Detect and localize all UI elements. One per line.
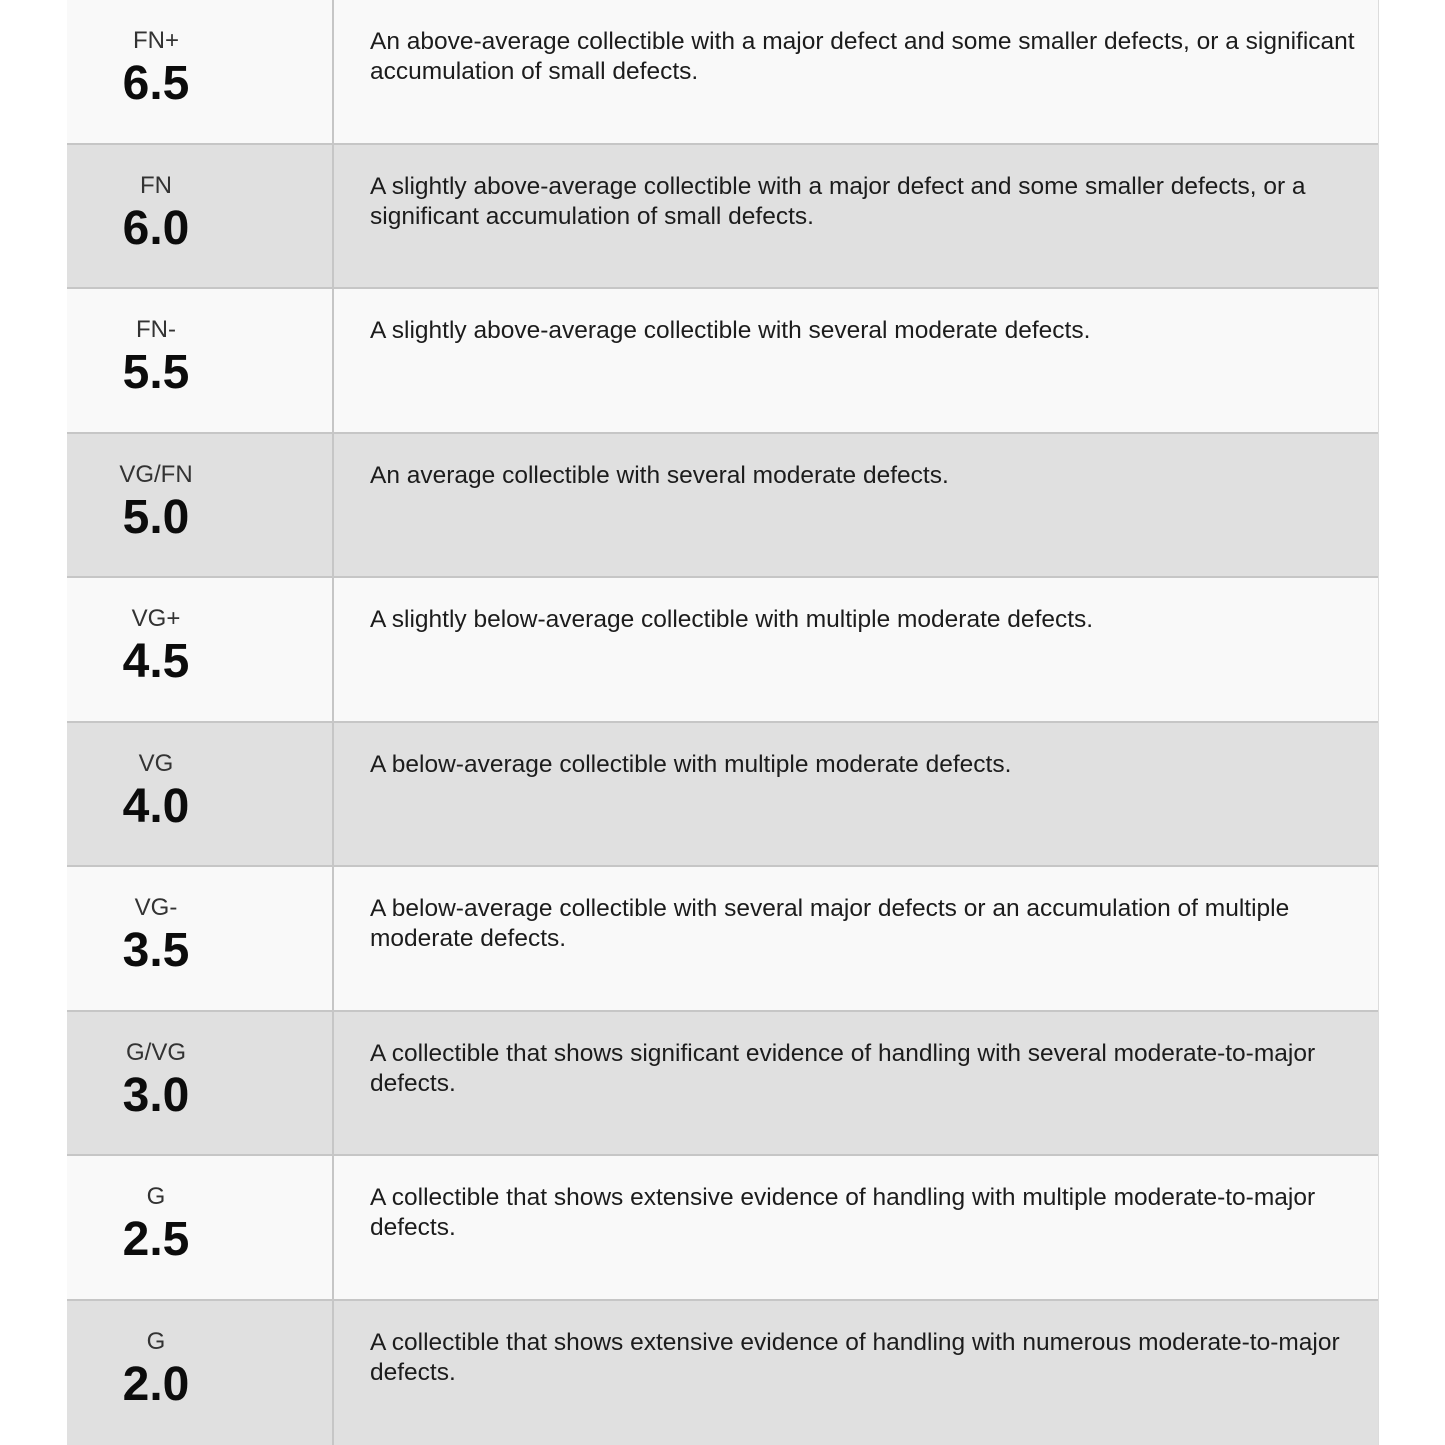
grade-cell: [67, 1301, 334, 1445]
grade-cell: [67, 578, 334, 721]
grade-description: A slightly above-average collectible with a major defect and some smaller defects, or a significant accumulation of small defects.: [370, 172, 1306, 230]
grade-cell: [67, 145, 334, 288]
grade-value: 6.5: [122, 57, 190, 110]
grade-label: FN+: [132, 27, 179, 54]
grade-value: 3.5: [122, 924, 190, 977]
grade-value: 4.5: [122, 635, 190, 688]
grade-row: [67, 1012, 1378, 1157]
grade-value: 5.0: [122, 490, 190, 544]
grade-label: G/VG: [125, 1038, 186, 1066]
grade-row: [67, 0, 1378, 145]
grade-row: [67, 867, 1378, 1012]
grade-label: VG: [138, 749, 174, 777]
grade-description: An above-average collectible with a major defect and some smaller defects, or a significant accumulation of small defects.: [370, 28, 1355, 85]
grade-description: A collectible that shows extensive evidence of handling with numerous moderate-to-major defects.: [370, 1328, 1340, 1386]
grade-value: 2.5: [122, 1213, 190, 1266]
grade-cell: [67, 434, 334, 577]
grade-cell: [67, 867, 334, 1010]
grade-description: A slightly above-average collectible with several moderate defects.: [370, 317, 1091, 344]
grade-row: [67, 1301, 1378, 1445]
grade-row: [67, 434, 1378, 579]
grade-label: FN: [140, 171, 172, 199]
grade-label: G: [146, 1183, 166, 1210]
grade-row: [67, 723, 1378, 868]
grade-description: A below-average collectible with multiple moderate defects.: [370, 750, 1012, 778]
grade-cell: [67, 289, 334, 432]
grade-row: [67, 145, 1378, 290]
grade-description: A below-average collectible with several major defects or an accumulation of multiple moderate defects.: [370, 895, 1290, 952]
grade-row: [67, 578, 1378, 723]
grade-value: 2.0: [122, 1357, 190, 1411]
grade-value: 3.0: [122, 1068, 190, 1122]
grade-label: FN-: [136, 316, 176, 343]
grade-label: VG-: [134, 894, 178, 921]
grade-value: 4.0: [122, 779, 190, 833]
grade-description: A collectible that shows extensive evidence of handling with multiple moderate-to-major defects.: [370, 1184, 1316, 1241]
grade-description: A collectible that shows significant evidence of handling with several moderate-to-major defects.: [370, 1039, 1316, 1097]
grade-value: 6.0: [122, 201, 190, 255]
grade-cell: [67, 723, 334, 866]
grade-cell: [67, 0, 334, 143]
grade-cell: [67, 1012, 334, 1155]
grade-description: An average collectible with several moderate defects.: [370, 461, 949, 489]
grade-cell: [67, 1156, 334, 1299]
grade-label: VG/FN: [119, 460, 193, 488]
grade-label: G: [146, 1327, 166, 1355]
grade-row: [67, 1156, 1378, 1301]
grade-label: VG+: [131, 605, 181, 632]
grading-scale-table: [67, 0, 1379, 1445]
grade-value: 5.5: [122, 346, 190, 399]
grade-row: [67, 289, 1378, 434]
grade-description: A slightly below-average collectible with multiple moderate defects.: [370, 606, 1094, 633]
